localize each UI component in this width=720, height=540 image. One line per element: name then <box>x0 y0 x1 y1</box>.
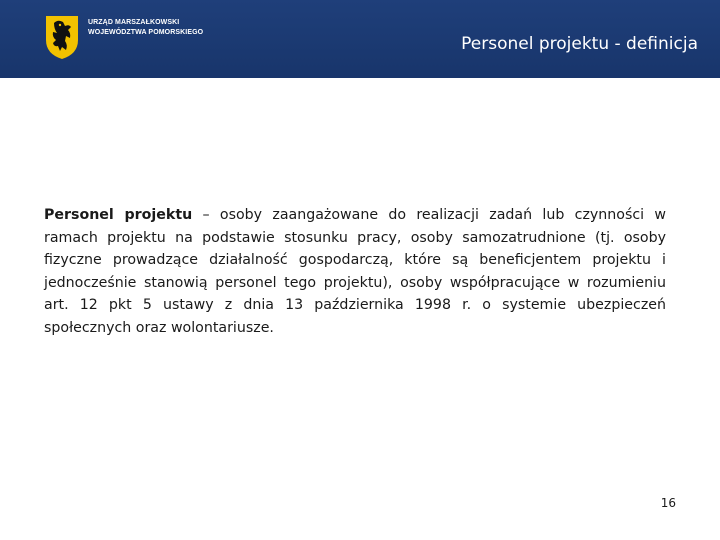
organization-name-line-2: WOJEWÓDZTWA POMORSKIEGO <box>88 29 204 36</box>
definition-paragraph <box>44 204 666 340</box>
organization-name-line-1: URZĄD MARSZAŁKOWSKI <box>88 19 180 26</box>
slide-header <box>0 0 720 78</box>
griffin-coat-of-arms-icon <box>44 14 80 60</box>
defined-term: Personel projektu <box>44 207 193 223</box>
organization-name <box>88 18 203 38</box>
slide-title: Personel projektu - definicja <box>461 34 698 54</box>
definition-text: – osoby zaangażowane do realizacji zadań lub czynności w ramach projektu na podstawie stosunku pracy, osoby samozatrudnione (tj. osoby fizyczne prowadzące działalność gospodarczą, które są beneficjentem projektu i jednocześnie stanowią personel tego projektu), osoby współpracujące w rozumieniu art. 12 pkt 5 ustawy z dnia 13 października 1998 r. o systemie ubezpieczeń społecznych oraz wolontariusze. <box>44 207 666 336</box>
page-number: 16 <box>660 496 676 510</box>
